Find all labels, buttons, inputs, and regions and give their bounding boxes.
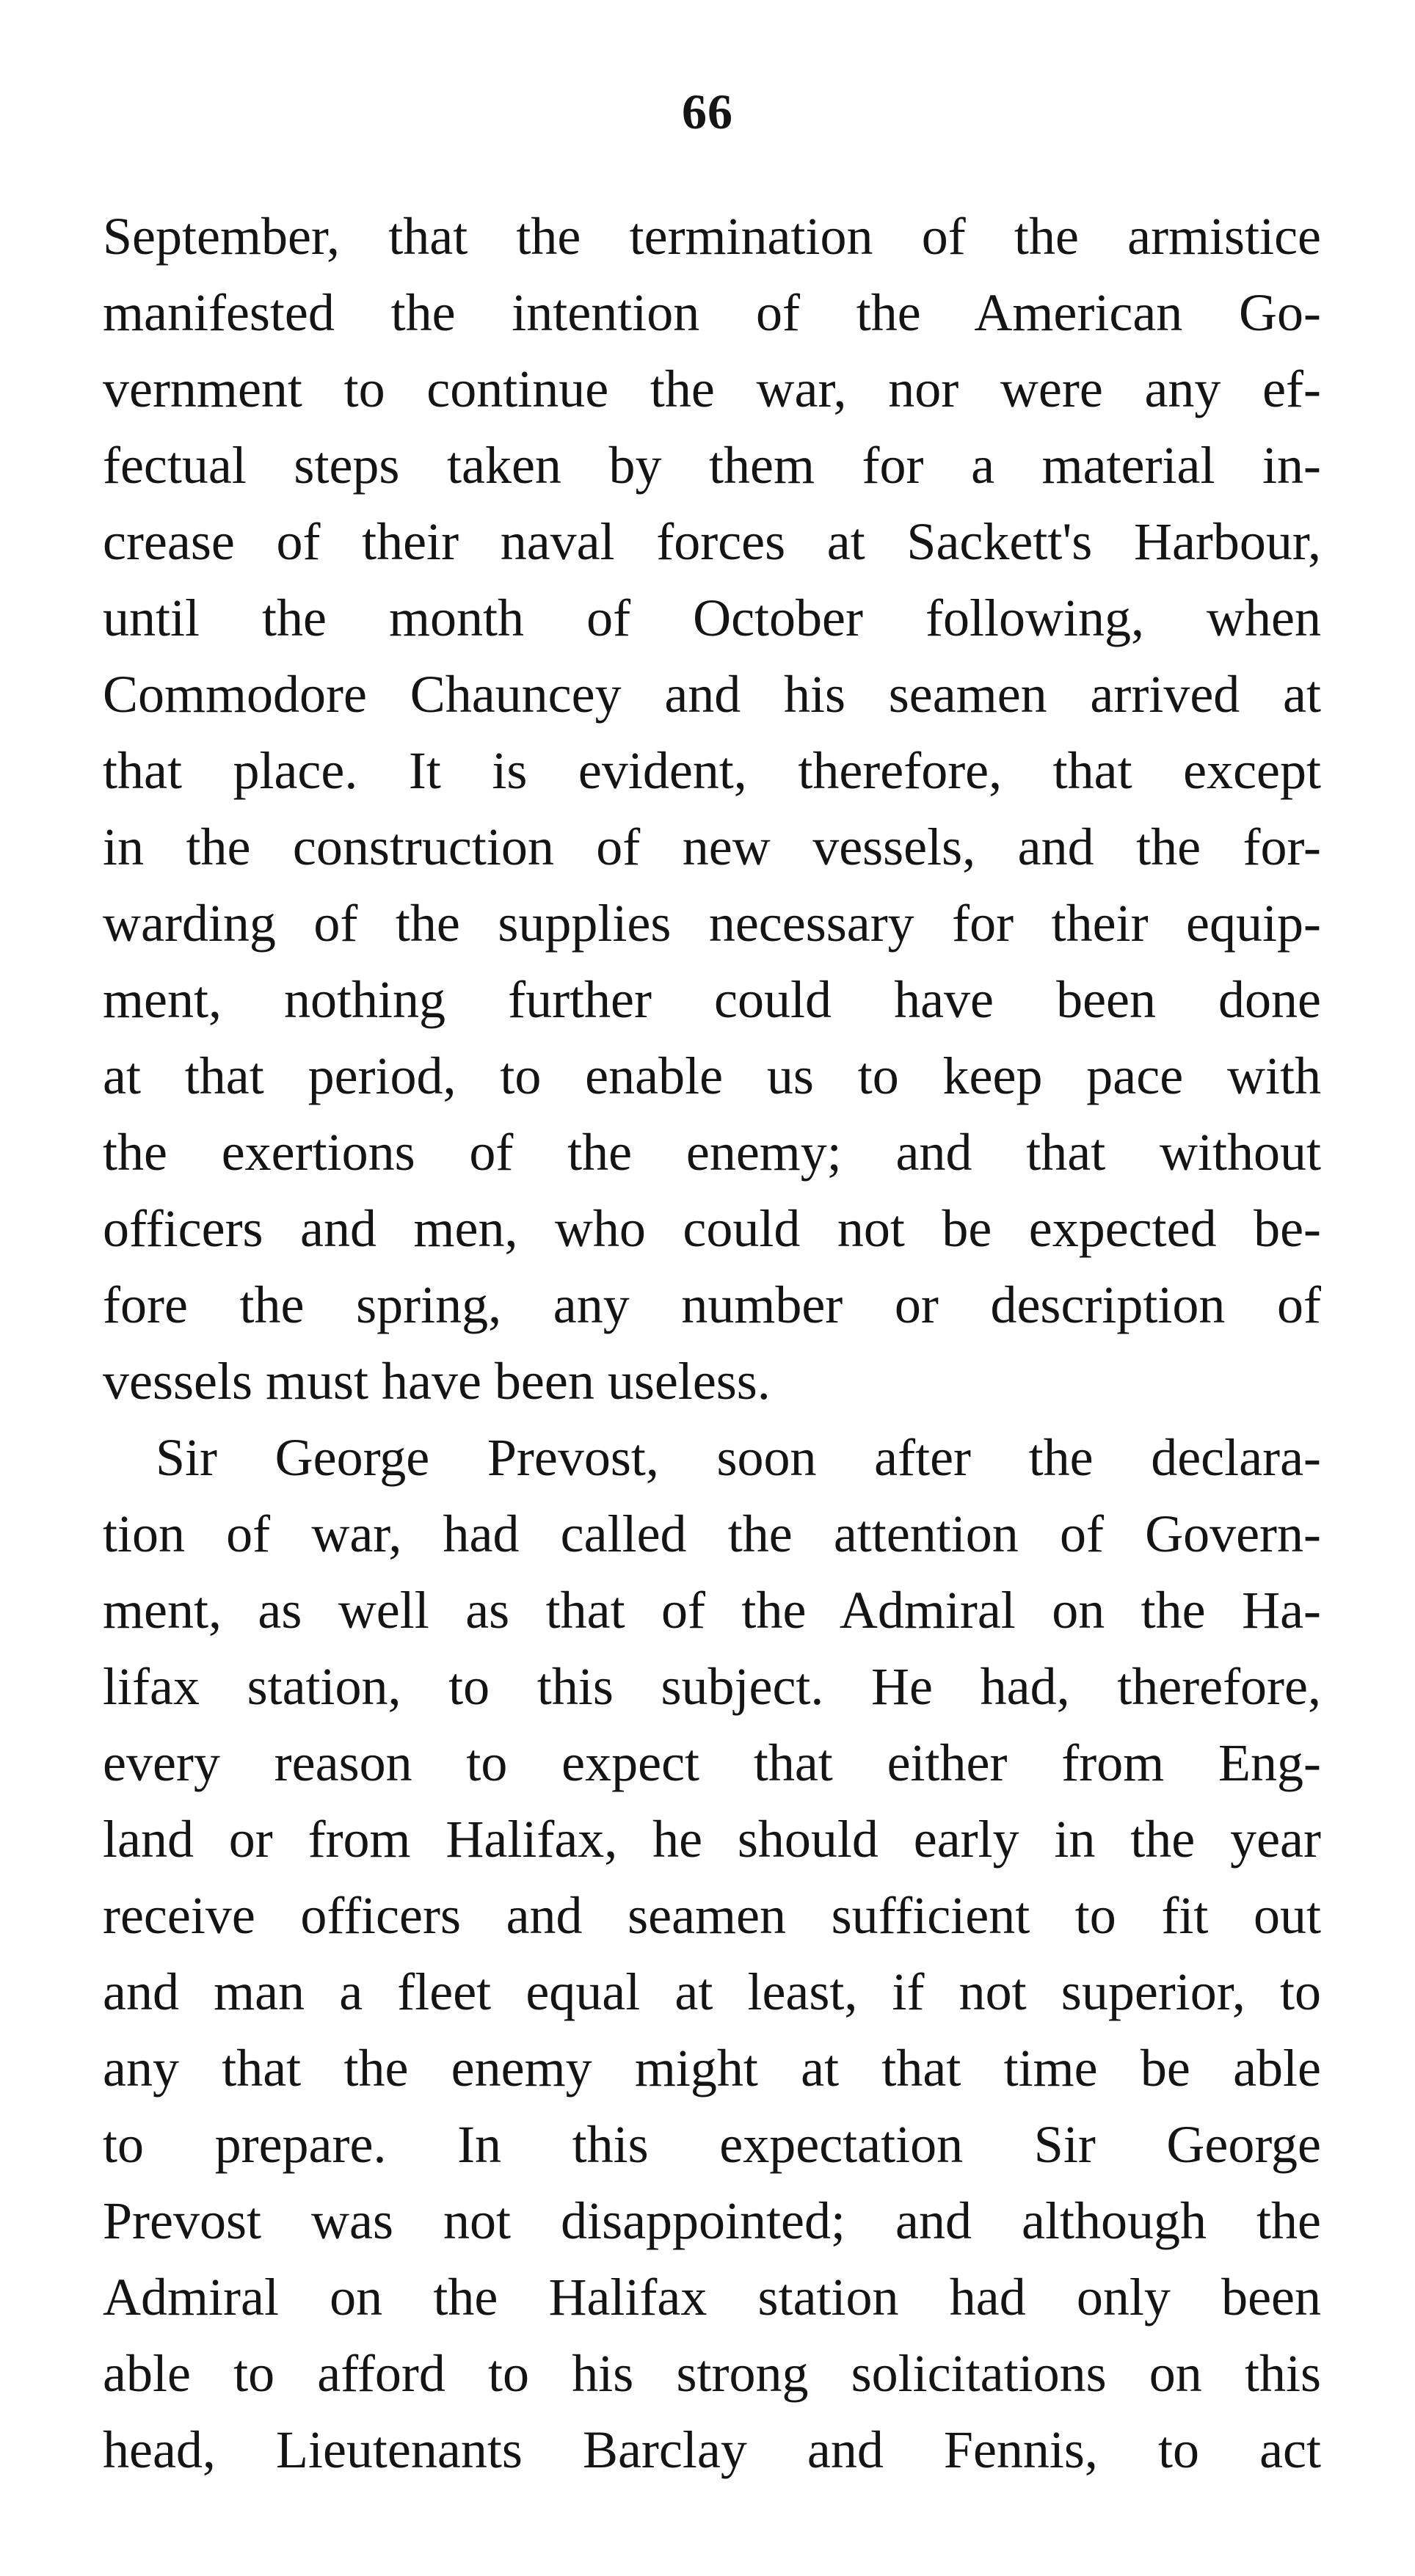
text-line: able to afford to his strong solicitations on this [103,2344,1321,2403]
text-line: vessels must have been useless. [103,1352,771,1411]
text-line: any that the enemy might at that time be able [103,2039,1321,2097]
paragraph-1 [103,198,1321,1419]
text-line: every reason to expect that either from Eng- [103,1733,1321,1792]
text-line: and man a fleet equal at least, if not superior, to [103,1962,1321,2021]
text-line: to prepare. In this expectation Sir George [103,2115,1321,2174]
text-line: vernment to continue the war, nor were any ef- [103,360,1321,418]
text-line: at that period, to enable us to keep pace with [103,1047,1321,1105]
body-text [103,198,1321,2488]
text-line: manifested the intention of the American Go- [103,283,1321,342]
text-line: September, that the termination of the armistice [103,207,1321,266]
text-line: fore the spring, any number or description of [103,1276,1321,1334]
text-line: that place. It is evident, therefore, that except [103,741,1321,800]
text-line: tion of war, had called the attention of Govern- [103,1505,1321,1563]
text-line: officers and men, who could not be expected be- [103,1199,1321,1258]
text-line: Sir George Prevost, soon after the declara- [156,1428,1321,1487]
text-line: land or from Halifax, he should early in the year [103,1810,1321,1869]
text-line: in the construction of new vessels, and the for- [103,818,1321,876]
paragraph-2 [103,1419,1321,2488]
text-line: until the month of October following, when [103,589,1321,647]
text-line: warding of the supplies necessary for their equip- [103,894,1321,953]
text-line: lifax station, to this subject. He had, therefore, [103,1657,1321,1716]
text-line: Admiral on the Halifax station had only been [103,2268,1321,2326]
text-line: fectual steps taken by them for a material in- [103,436,1321,495]
text-line: head, Lieutenants Barclay and Fennis, to act [103,2420,1321,2479]
text-line: ment, as well as that of the Admiral on the Ha- [103,1581,1321,1640]
text-line: Prevost was not disappointed; and although the [103,2191,1321,2250]
page-number: 66 [682,84,733,139]
text-line: receive officers and seamen sufficient to fit out [103,1886,1321,1945]
text-line: crease of their naval forces at Sackett's Harbour, [103,512,1321,571]
text-line: Commodore Chauncey and his seamen arrived at [103,665,1321,724]
text-line: the exertions of the enemy; and that without [103,1123,1321,1182]
text-line: ment, nothing further could have been done [103,970,1321,1029]
